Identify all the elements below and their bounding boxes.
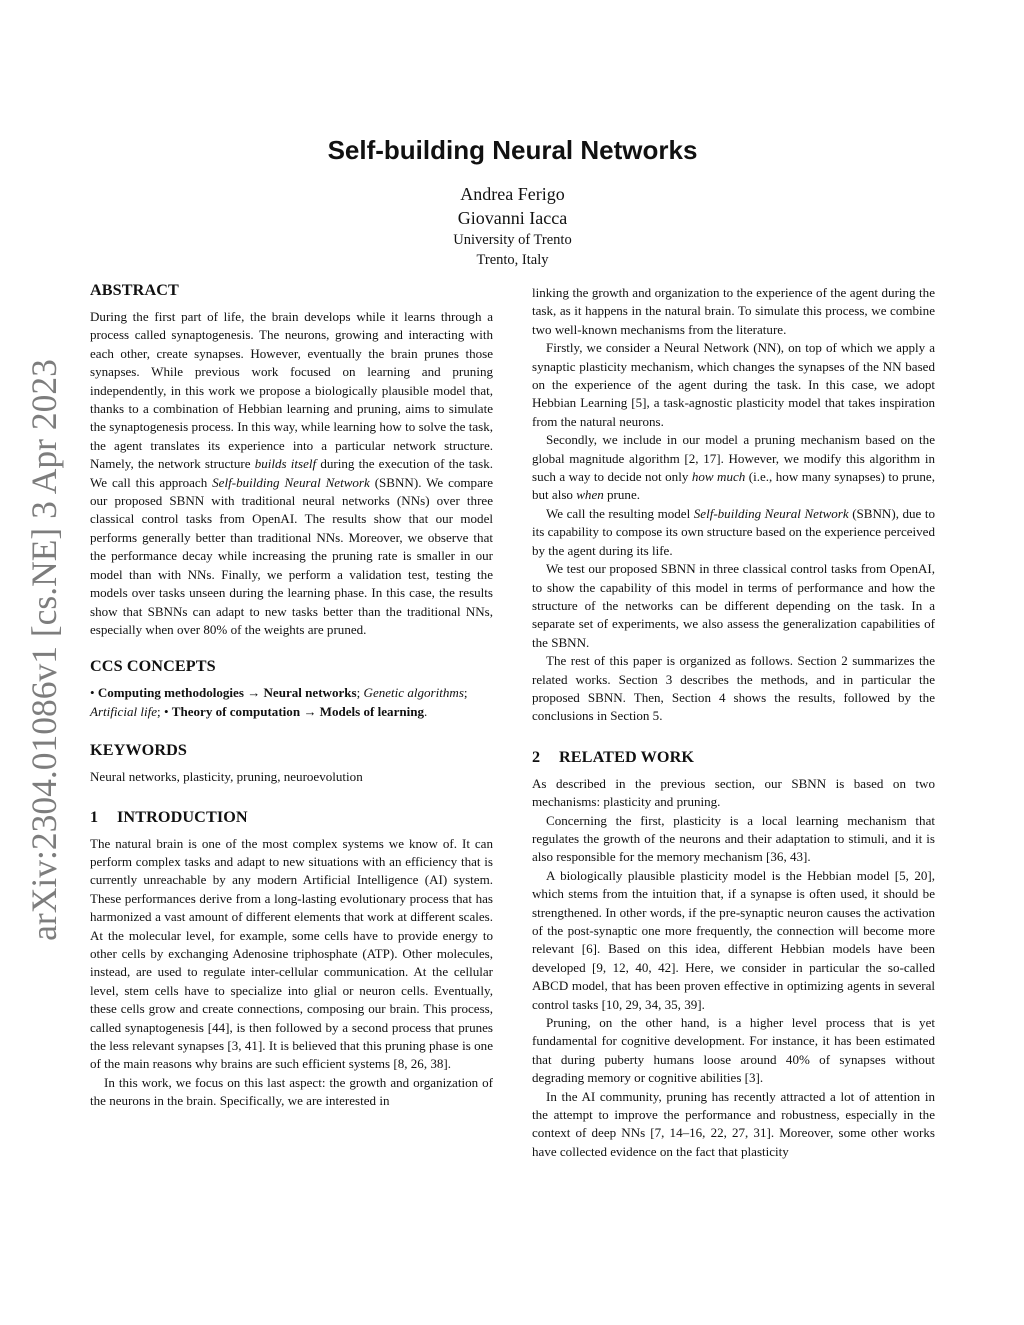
paragraph: linking the growth and organization to the experience of the agent during the task, as it happens in the natural brain. To simulate this process, we combine two well-known mechanisms from the literature. [532, 285, 935, 337]
section-heading-related-work: 2 RELATED WORK [532, 747, 695, 766]
paragraph: We test our proposed SBNN in three classical control tasks from OpenAI, to show the capability of this model in terms of performance and how the structure of the networks can be different depending on the task. In a separate set of experiments, we also assess the generalization capabilities of the SBNN. [532, 561, 935, 650]
paragraph: As described in the previous section, our SBNN is based on two mechanisms: plasticity and pruning. [532, 775, 935, 810]
paragraph: In the AI community, pruning has recently attracted a lot of attention in the attempt to improve the performance and robustness, especially in the context of deep NNs [7, 14–16, 22, 27, 31]. Moreover, some other works have collected evidence on the fact that plasticity [532, 1088, 935, 1159]
author-name: Andrea Ferigo [460, 184, 565, 204]
paper-title: Self-building Neural Networks [327, 135, 698, 165]
ccs-concepts-heading: CCS CONCEPTS [90, 657, 216, 676]
paragraph: In this work, we focus on this last aspect: the growth and organization of the neurons in the brain. Specifically, we are interested in [90, 1074, 493, 1109]
right-column [532, 284, 935, 1161]
ccs-concepts-text: • Computing methodologies → Neural networks; Genetic algorithms; Artificial life; • Theory of computation → Models of learning. [90, 685, 468, 719]
emphasis: builds itself [254, 456, 317, 472]
arxiv-identifier-stamp: arXiv:2304.01086v1 [cs.NE] 3 Apr 2023 [24, 359, 64, 941]
paragraph: The natural brain is one of the most complex systems we know of. It can perform complex tasks and adapt to new situations with an efficiency that is currently unreachable by any modern Artificial Intelligence (AI) system. These performances derive from a long-lasting evolutionary process that has harmonized a vast amount of different elements that work at different scales. At the molecular level, for example, some cells have to provide energy to other cells by exchanging Adenosine triphosphate (ATP). Other molecules, instead, are used to regulate inter-cellular communication. At the cellular level, stem cells have to specialize into glial or neuron cells. Eventually, these cells grow and create connections, composing our brain. This process, called synaptogenesis [44], is then followed by a second process that prunes the less relevant synapses [3, 41]. It is believed that this pruning phase is one of the main reasons why brains are such efficient systems [8, 26, 38]. [90, 835, 493, 1072]
emphasis: Self-building Neural Network [212, 474, 370, 490]
paragraph: Pruning, on the other hand, is a higher level process that is yet fundamental for cognitive development. For instance, it has been estimated that during puberty humans loose around 40% of synapses without degrading memory or cognitive abilities [3]. [532, 1015, 935, 1086]
left-column [90, 280, 493, 1111]
paragraph: A biologically plausible plasticity model is the Hebbian model [5, 20], which stems from the intuition that, if a synapse is often used, it should be strengthened. In other words, if the pre-synaptic neuron causes the activation of the post-synaptic one more frequently, the connection will become more relevant [6]. Based on this idea, different Hebbian models have been developed [9, 12, 40, 42]. Here, we consider in particular the so-called ABCD model, that has been proven effective in optimizing agents in several control tasks [10, 29, 34, 35, 39]. [532, 867, 935, 1012]
paragraph: Concerning the first, plasticity is a local learning mechanism that regulates the growth of the neurons and their adaptation to stimuli, and it is also responsible for the memory mechanism [36, 43]. [532, 812, 935, 865]
section-number: 1 [90, 807, 99, 826]
paragraph: Secondly, we include in our model a pruning mechanism based on the global magnitude algorithm [2, 17]. However, we modify this algorithm in such a way to decide not only how much (i.e., how many synapses) to prune, but also when prune. [532, 432, 935, 503]
affiliation-line: University of Trento [453, 232, 572, 248]
keywords-text: Neural networks, plasticity, pruning, neuroevolution [90, 769, 363, 785]
section-number: 2 [532, 747, 541, 766]
paragraph: We call the resulting model Self-building Neural Network (SBNN), due to its capability to compose its own structure based on the experience perceived by the agent during its life. [532, 505, 935, 558]
author-block [90, 182, 935, 270]
section-heading-introduction: 1 INTRODUCTION [90, 807, 248, 826]
paragraph: The rest of this paper is organized as follows. Section 2 summarizes the related works. Section 3 describes the methods, and in particular the proposed SBNN. Then, Section 4 shows the results, followed by the conclusions in Section 5. [532, 653, 935, 724]
keywords-heading: KEYWORDS [90, 741, 188, 760]
abstract-heading: ABSTRACT [90, 281, 179, 299]
author-name: Giovanni Iacca [457, 208, 568, 228]
affiliation-line: Trento, Italy [476, 252, 549, 268]
paragraph: Firstly, we consider a Neural Network (NN), on top of which we apply a synaptic plasticity mechanism, which changes the synapses of the NN based on the experience of the agent during the task. In this case, we adopt Hebbian Learning [5], a task-agnostic plasticity model that takes inspiration from the natural neurons. [532, 340, 935, 429]
abstract-text: During the first part of life, the brain develops while it learns through a process called synaptogenesis. The neurons, growing and interacting with each other, create synapses. However, eventually the brain prunes those synapses. While previous work focused on learning and pruning independently, in this work we propose a biologically plausible model that, thanks to a combination of Hebbian learning and pruning, aims to simulate the synaptogenesis process. In this way, while learning how to solve the task, the agent translates its experience into a particular network structure. Namely, the network structure builds itself during the execution of the task. We call this approach Self-building Neural Network (SBNN). We compare our proposed SBNN with traditional neural networks (NNs) over three classical control tasks from OpenAI. The results show that our model performs generally better than traditional NNs. Moreover, we observe that the performance decay while increasing the pruning rate is smaller in our model than with NNs. Finally, we perform a validation test, testing the models over tasks unseen during the learning phase. In this case, the results show that SBNNs can adapt to new tasks better than the traditional NNs, especially when over 80% of the weights are pruned. [90, 309, 493, 637]
